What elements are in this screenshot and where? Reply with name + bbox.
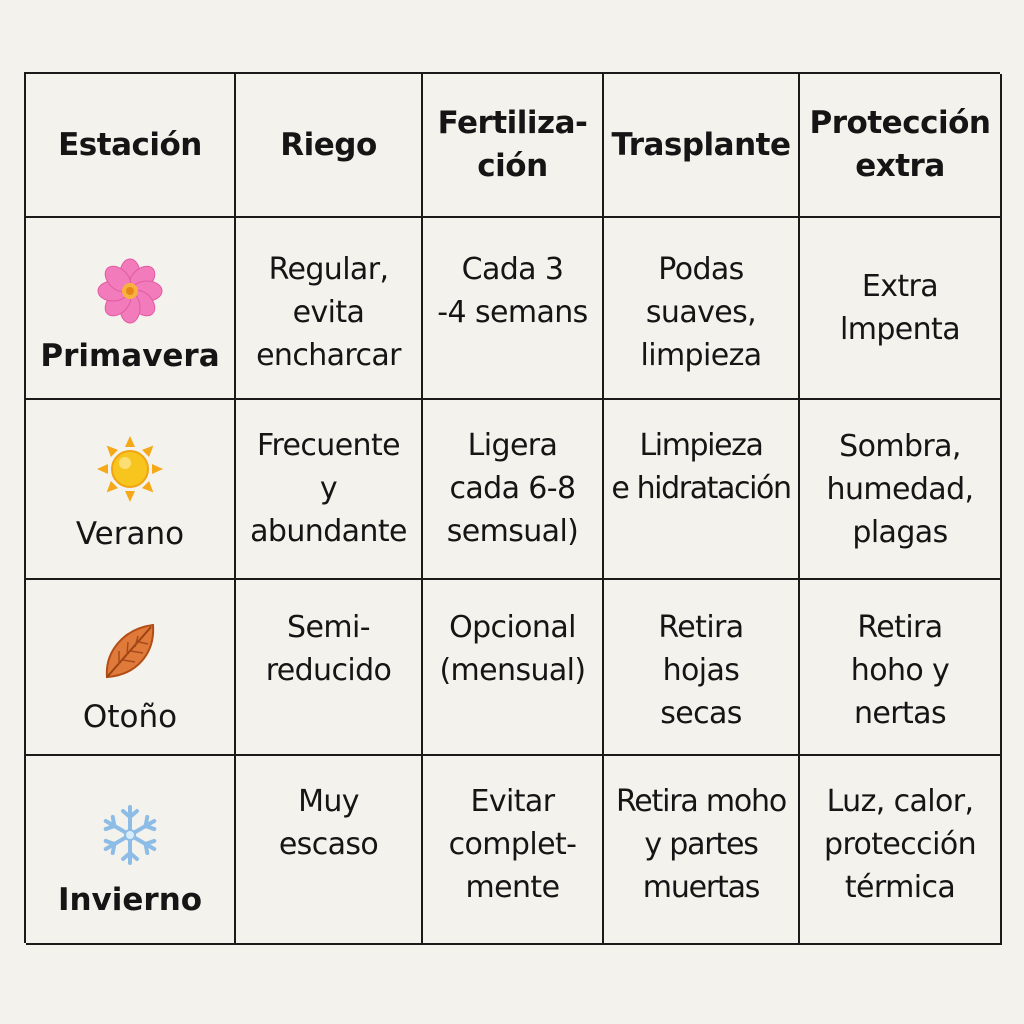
trasplante-primavera: Podas suaves, limpieza bbox=[604, 218, 800, 400]
header-fertilizacion: Fertiliza- ción bbox=[423, 74, 604, 218]
season-label-verano: Verano bbox=[75, 516, 185, 552]
season-cell-primavera bbox=[26, 218, 236, 400]
season-cell-verano bbox=[26, 400, 236, 580]
trasplante-verano: Limpieza e hidratación bbox=[604, 400, 800, 580]
header-estacion: Estación bbox=[26, 74, 236, 218]
seasonal-care-table bbox=[24, 72, 1000, 943]
header-proteccion-extra: Protección extra bbox=[800, 74, 1002, 218]
pink-flower-icon bbox=[95, 256, 165, 326]
fertilizacion-invierno: Evitar complet- mente bbox=[423, 756, 604, 945]
season-cell-invierno bbox=[26, 756, 236, 945]
header-trasplante: Trasplante bbox=[604, 74, 800, 218]
snowflake-icon bbox=[95, 800, 165, 870]
trasplante-invierno: Retira moho y partes muertas bbox=[604, 756, 800, 945]
riego-invierno: Muy escaso bbox=[236, 756, 423, 945]
riego-primavera: Regular, evita encharcar bbox=[236, 218, 423, 400]
trasplante-otono: Retira hojas secas bbox=[604, 580, 800, 756]
season-label-primavera: Primavera bbox=[40, 338, 220, 374]
season-label-invierno: Invierno bbox=[57, 881, 203, 918]
proteccion-otono: Retira hoho y nertas bbox=[800, 580, 1002, 756]
proteccion-primavera: Extra lmpenta bbox=[800, 218, 1002, 400]
autumn-leaf-icon bbox=[95, 617, 165, 687]
riego-verano: Frecuente y abundante bbox=[236, 400, 423, 580]
proteccion-invierno: Luz, calor, protección térmica bbox=[800, 756, 1002, 945]
riego-otono: Semi- reducido bbox=[236, 580, 423, 756]
sun-icon bbox=[95, 434, 165, 504]
season-cell-otono bbox=[26, 580, 236, 756]
fertilizacion-otono: Opcional (mensual) bbox=[423, 580, 604, 756]
fertilizacion-primavera: Cada 3 -4 semans bbox=[423, 218, 604, 400]
proteccion-verano: Sombra, humedad, plagas bbox=[800, 400, 1002, 580]
header-riego: Riego bbox=[236, 74, 423, 218]
season-label-otono: Otoño bbox=[82, 699, 178, 735]
fertilizacion-verano: Ligera cada 6-8 semsual) bbox=[423, 400, 604, 580]
